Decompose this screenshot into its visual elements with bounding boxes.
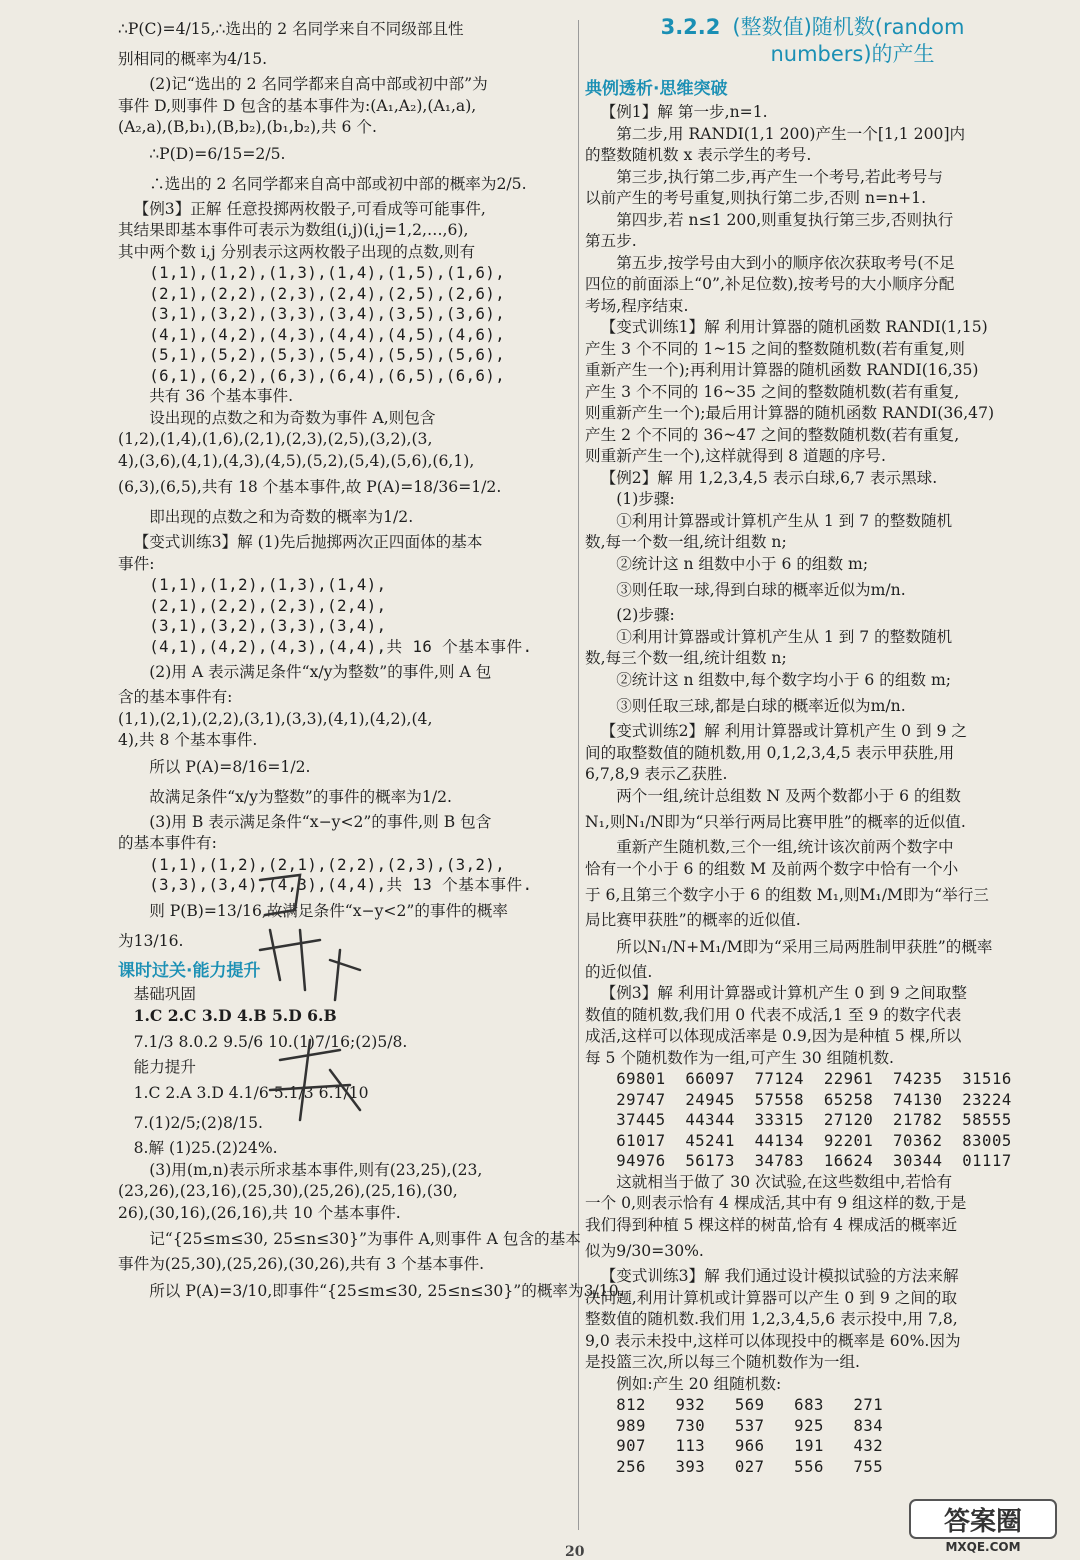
text-line: ③则任取三球,都是白球的概率近似为m/n. xyxy=(616,697,906,715)
text-line: 所以 P(A)=8/16=1/2. xyxy=(149,757,311,776)
watermark-url: MXQE.COM xyxy=(945,1540,1021,1554)
text-line: 例如:产生 20 组随机数: xyxy=(616,1374,782,1393)
text-line: 所以 P(A)=3/10,即事件“{25≤m≤30, 25≤n≤30}”的概率为3/10. xyxy=(149,1281,624,1300)
text-line: 产生 3 个不同的 1~15 之间的整数随机数(若有重复,则 xyxy=(585,339,965,358)
text-line: 一个 0,则表示恰有 4 棵成活,其中有 9 组这样的数,于是 xyxy=(585,1194,967,1212)
text-line: 则重新产生一个);最后用计算器的随机函数 RANDI(36,47) xyxy=(585,404,995,422)
text-line: 【变式训练3】解 我们通过设计模拟试验的方法来解 xyxy=(600,1267,959,1285)
text-line: 每 5 个随机数作为一组,可产生 30 组随机数. xyxy=(585,1048,895,1067)
text-line: 则重新产生一个),这样就得到 8 道题的序号. xyxy=(585,447,886,465)
text-line: 4),共 8 个基本事件. xyxy=(118,731,258,749)
text-line: 【例2】解 用 1,2,3,4,5 表示白球,6,7 表示黑球. xyxy=(600,468,938,487)
page-number: 20 xyxy=(565,1544,585,1560)
text-line: 数,每三个数一组,统计组数 n; xyxy=(585,649,787,667)
text-line: ∴选出的 2 名同学都来自高中部或初中部的概率为2/5. xyxy=(149,174,527,193)
text-line: 我们得到种植 5 棵这样的树苗,恰有 4 棵成活的概率近 xyxy=(585,1215,958,1234)
text-line: 1.C 2.A 3.D 4.1/6 5.1/3 6.1/10 xyxy=(133,1084,369,1102)
grid-row: 69801 66097 77124 22961 74235 31516 xyxy=(616,1070,1012,1088)
text-line: 7.1/3 8.0.2 9.5/6 10.(1)7/16;(2)5/8. xyxy=(133,1032,408,1051)
text-line: 共有 36 个基本事件. xyxy=(149,387,294,405)
text-line: 的近似值. xyxy=(585,962,653,981)
lesson-title xyxy=(585,14,1040,68)
text-line: 其中两个数 i,j 分别表示这两枚骰子出现的点数,则有 xyxy=(118,242,476,261)
grid-row: 907 113 966 191 432 xyxy=(616,1437,884,1455)
grid-row: (4,1),(4,2),(4,3),(4,4),共 16 个基本事件. xyxy=(149,637,533,656)
grid-row: 256 393 027 556 755 xyxy=(616,1457,884,1476)
text-line: 26),(30,16),(26,16),共 10 个基本事件. xyxy=(118,1203,401,1222)
text-line: N₁,则N₁/N即为“只举行两局比赛甲胜”的概率的近似值. xyxy=(585,813,966,831)
text-line: 两个一组,统计总组数 N 及两个数都小于 6 的组数 xyxy=(616,786,961,805)
text-line: 这就相当于做了 30 次试验,在这些数组中,若恰有 xyxy=(616,1172,953,1191)
dice-outcome-list xyxy=(118,263,573,386)
text-line: (A₂,a),(B,b₁),(B,b₂),(b₁,b₂),共 6 个. xyxy=(118,118,377,136)
text-line: ②统计这 n 组数中小于 6 的组数 m; xyxy=(616,554,869,573)
text-line: 局比赛甲获胜”的概率的近似值. xyxy=(585,911,801,929)
text-line: 所以N₁/N+M₁/M即为“采用三局两胜制甲获胜”的概率 xyxy=(616,937,993,956)
grid-row: 37445 44344 33315 27120 21782 58555 xyxy=(616,1111,1012,1129)
text-line: 则 P(B)=13/16,故满足条件“x−y<2”的事件的概率 xyxy=(149,901,508,920)
text-line: 1.C 2.C 3.D 4.B 5.D 6.B xyxy=(133,1006,337,1025)
text-line: 以前产生的考号重复,则执行第二步,否则 n=n+1. xyxy=(585,189,927,207)
text-line: 似为9/30=30%. xyxy=(585,1242,704,1260)
text-line: 整数值的随机数.我们用 1,2,3,4,5,6 表示投中,用 7,8, xyxy=(585,1310,958,1328)
text-line: (2)步骤: xyxy=(616,606,675,624)
text-line: (3)用 B 表示满足条件“x−y<2”的事件,则 B 包含 xyxy=(149,812,492,831)
text-line: (2)记“选出的 2 名同学都来自高中部或初中部”为 xyxy=(149,75,488,93)
grid-row: (1,1),(1,2),(2,1),(2,2),(2,3),(3,2), xyxy=(149,855,506,874)
text-line: 第四步,若 n≤1 200,则重复执行第三步,否则执行 xyxy=(616,210,954,229)
text-line: 第二步,用 RANDI(1,1 200)产生一个[1,1 200]内 xyxy=(616,124,966,143)
text-line: 恰有一个小于 6 的组数 M 及前两个数字中恰有一个小 xyxy=(585,859,959,878)
text-line: 6,7,8,9 表示乙获胜. xyxy=(585,765,728,783)
text-line: 别相同的概率为4/15. xyxy=(118,50,268,68)
text-line: 重新产生随机数,三个一组,统计该次前两个数字中 xyxy=(616,838,954,856)
text-line: (23,26),(23,16),(25,30),(25,26),(25,16),(30, xyxy=(118,1182,458,1200)
left-text-block-2 xyxy=(118,386,573,575)
text-line: 含的基本事件有: xyxy=(118,688,233,706)
text-line: 【变式训练1】解 利用计算器的随机函数 RANDI(1,15) xyxy=(600,318,988,336)
text-line: 间的取整数值的随机数,用 0,1,2,3,4,5 表示甲获胜,用 xyxy=(585,743,955,762)
grid-row: (2,1),(2,2),(2,3),(2,4),(2,5),(2,6), xyxy=(149,284,506,303)
text-line: 8.解 (1)25.(2)24%. xyxy=(133,1139,278,1157)
text-line: 事件为(25,30),(25,26),(30,26),共有 3 个基本事件. xyxy=(118,1255,485,1273)
text-line: ③则任取一球,得到白球的概率近似为m/n. xyxy=(616,581,906,599)
text-line: (1,1),(2,1),(2,2),(3,1),(3,3),(4,1),(4,2),(4, xyxy=(118,709,433,728)
text-line: 【例3】正解 任意投掷两枚骰子,可看成等可能事件, xyxy=(133,199,486,218)
text-line: ②统计这 n 组数中,每个数字均小于 6 的组数 m; xyxy=(616,670,952,689)
text-line: (6,3),(6,5),共有 18 个基本事件,故 P(A)=18/36=1/2. xyxy=(118,478,502,496)
grid-row: 61017 45241 44134 92201 70362 83005 xyxy=(616,1131,1012,1150)
random-number-table xyxy=(585,1069,1040,1172)
lesson-title-line2: numbers)的产生 xyxy=(770,42,935,66)
text-line: ∴P(D)=6/15=2/5. xyxy=(149,144,286,163)
grid-row: (2,1),(2,2),(2,3),(2,4), xyxy=(149,596,387,615)
text-line: 第五步,按学号由大到小的顺序依次获取考号(不足 xyxy=(616,253,955,272)
text-line: 成活,这样可以体现成活率是 0.9,因为是种植 5 棵,所以 xyxy=(585,1027,962,1045)
text-line: 能力提升 xyxy=(133,1057,196,1076)
left-text-block-3 xyxy=(118,657,573,855)
grid-row: 29747 24945 57558 65258 74130 23224 xyxy=(616,1090,1012,1109)
text-line: 四位的前面添上“0”,补足位数),按考号的大小顺序分配 xyxy=(585,275,955,293)
grid-row: (1,1),(1,2),(1,3),(1,4),(1,5),(1,6), xyxy=(149,264,506,282)
grid-row: (6,1),(6,2),(6,3),(6,4),(6,5),(6,6), xyxy=(149,366,506,385)
handwritten-scribble xyxy=(240,870,380,1140)
text-line: 的基本事件有: xyxy=(118,834,217,852)
text-line: 第三步,执行第二步,再产生一个考号,若此考号与 xyxy=(616,167,943,186)
text-line: 4),(3,6),(4,1),(4,3),(4,5),(5,2),(5,4),(5,6),(6,1), xyxy=(118,451,475,470)
watermark-text: 答案圈 xyxy=(943,1507,1023,1537)
section-heading-ability: 课时过关·能力提升 xyxy=(118,960,261,981)
random-number-table-2 xyxy=(585,1395,1040,1477)
text-line: 设出现的点数之和为奇数为事件 A,则包含 xyxy=(149,408,436,427)
text-line: 即出现的点数之和为奇数的概率为1/2. xyxy=(149,508,414,526)
text-line: 数,每一个数一组,统计组数 n; xyxy=(585,533,787,551)
text-line: 考场,程序结束. xyxy=(585,296,689,315)
left-text-block-1 xyxy=(118,14,573,263)
grid-row: (1,1),(1,2),(1,3),(1,4), xyxy=(149,576,387,594)
text-line: (2)用 A 表示满足条件“x/y为整数”的事件,则 A 包 xyxy=(149,663,492,681)
text-line: 【变式训练2】解 利用计算器或计算机产生 0 到 9 之 xyxy=(600,722,968,740)
tetrahedron-outcome-list xyxy=(118,575,573,657)
text-line: (1,2),(1,4),(1,6),(2,1),(2,3),(2,5),(3,2),(3, xyxy=(118,430,433,448)
text-line: 为13/16. xyxy=(118,931,184,950)
text-line: 第五步. xyxy=(585,232,637,250)
text-line: 是投篮三次,所以每三个随机数作为一组. xyxy=(585,1353,861,1371)
text-line: 重新产生一个);再利用计算器的随机函数 RANDI(16,35) xyxy=(585,361,979,379)
grid-row: (3,3),(3,4),(4,3),(4,4),共 13 个基本事件. xyxy=(149,876,533,894)
grid-row: (3,1),(3,2),(3,3),(3,4), xyxy=(149,617,387,635)
text-line: ①利用计算器或计算机产生从 1 到 7 的整数随机 xyxy=(616,511,953,530)
text-line: 事件 D,则事件 D 包含的基本事件为:(A₁,A₂),(A₁,a), xyxy=(118,96,477,115)
grid-row: (5,1),(5,2),(5,3),(5,4),(5,5),(5,6), xyxy=(149,346,506,364)
text-line: 其结果即基本事件可表示为数组(i,j)(i,j=1,2,…,6), xyxy=(118,221,469,239)
section-heading-examples: 典例透析·思维突破 xyxy=(585,79,728,99)
text-line: 【变式训练3】解 (1)先后抛掷两次正四面体的基本 xyxy=(133,533,483,551)
text-line: 记“{25≤m≤30, 25≤n≤30}”为事件 A,则事件 A 包含的基本 xyxy=(149,1230,581,1248)
lesson-title-line1: (整数值)随机数(random xyxy=(732,15,965,39)
text-line: 的整数随机数 x 表示学生的考号. xyxy=(585,146,812,164)
text-line: 7.(1)2/5;(2)8/15. xyxy=(133,1114,263,1132)
grid-row: 989 730 537 925 834 xyxy=(616,1416,884,1435)
right-text-block-1 xyxy=(585,102,1040,1069)
text-line: 产生 3 个不同的 16~35 之间的整数随机数(若有重复, xyxy=(585,382,960,401)
text-line: 数值的随机数,我们用 0 代表不成活,1 至 9 的数字代表 xyxy=(585,1005,962,1024)
text-line: 于 6,且第三个数字小于 6 的组数 M₁,则M₁/M即为“举行三 xyxy=(585,886,989,904)
text-line: ∴P(C)=4/15,∴选出的 2 名同学来自不同级部且性 xyxy=(118,20,464,38)
text-line: 【例3】解 利用计算器或计算机产生 0 到 9 之间取整 xyxy=(600,984,968,1002)
grid-row: (3,1),(3,2),(3,3),(3,4),(3,5),(3,6), xyxy=(149,305,506,323)
right-column xyxy=(585,14,1040,1477)
text-line: 基础巩固 xyxy=(133,984,196,1003)
text-line: 故满足条件“x/y为整数”的事件的概率为1/2. xyxy=(149,787,452,806)
text-line: 事件: xyxy=(118,554,155,573)
right-text-block-2 xyxy=(585,1172,1040,1396)
watermark-logo xyxy=(908,1498,1058,1554)
text-line: 决问题,利用计算机或计算器可以产生 0 到 9 之间的取 xyxy=(585,1288,958,1307)
grid-row: 812 932 569 683 271 xyxy=(616,1396,884,1414)
text-line: (3)用(m,n)表示所求基本事件,则有(23,25),(23, xyxy=(149,1160,483,1179)
text-line: 产生 2 个不同的 36~47 之间的整数随机数(若有重复, xyxy=(585,425,960,444)
text-line: 【例1】解 第一步,n=1. xyxy=(600,103,768,121)
lesson-number: 3.2.2 xyxy=(660,15,721,39)
grid-row: 94976 56173 34783 16624 30344 01117 xyxy=(616,1152,1012,1170)
text-line: ①利用计算器或计算机产生从 1 到 7 的整数随机 xyxy=(616,627,953,646)
text-line: (1)步骤: xyxy=(616,490,675,508)
grid-row: (4,1),(4,2),(4,3),(4,4),(4,5),(4,6), xyxy=(149,325,506,344)
text-line: 9,0 表示未投中,这样可以体现投中的概率是 60%.因为 xyxy=(585,1331,961,1350)
